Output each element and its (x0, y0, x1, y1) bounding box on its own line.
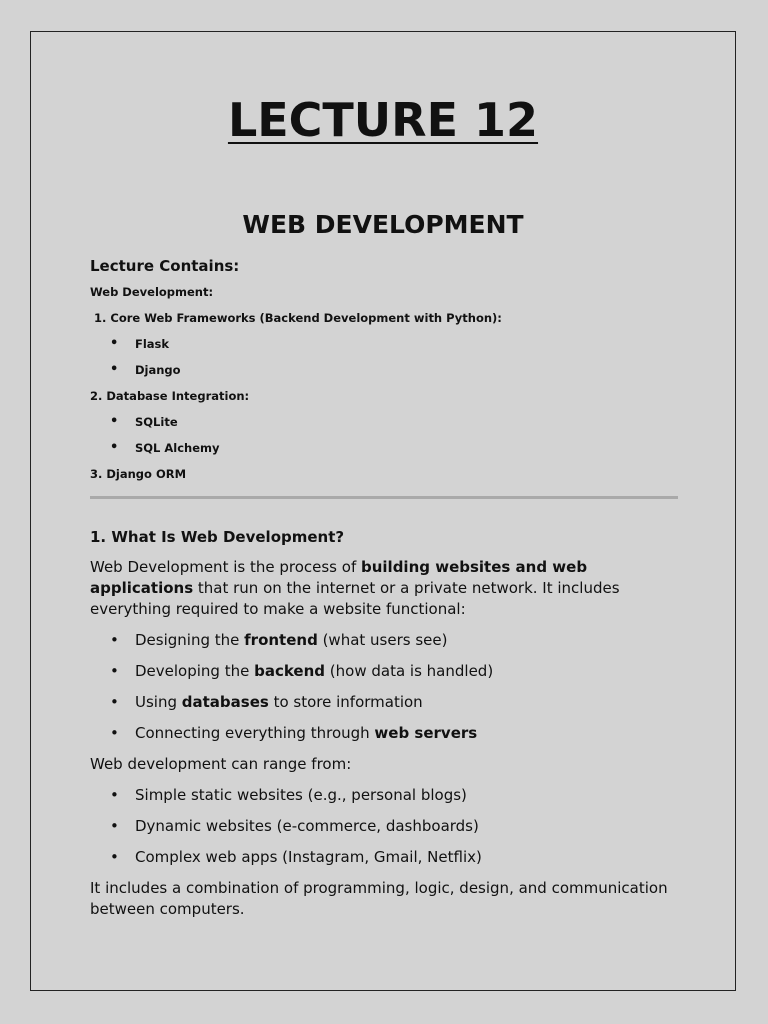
contents-bullet-sqlite: • SQLite (90, 412, 680, 438)
contents-bullet-sqlalchemy: • SQL Alchemy (90, 438, 680, 464)
lecture-title: LECTURE 12 (227, 93, 539, 147)
section-heading: 1. What Is Web Development? (90, 528, 345, 546)
document-content (90, 256, 680, 920)
document-page (30, 31, 736, 991)
closing-paragraph: It includes a combination of programming, logic, design, and communication between computers. (90, 879, 668, 918)
list-item: • Connecting everything through web servers (90, 723, 680, 744)
list-item: • Using databases to store information (90, 692, 680, 713)
lecture-subtitle: WEB DEVELOPMENT (242, 210, 524, 239)
intro-paragraph: Web Development is the process of building websites and web applications that run on the internet or a private network. It includes everything required to make a website functional: (90, 558, 620, 618)
contents-bullet-flask: • Flask (90, 334, 680, 360)
list-item: • Designing the frontend (what users see) (90, 630, 680, 651)
scope-list (90, 630, 680, 744)
contents-bullet-django: • Django (90, 360, 680, 386)
range-list (90, 785, 680, 868)
section-divider (90, 496, 678, 499)
contents-intro: Web Development: (90, 285, 214, 299)
contents-heading: Lecture Contains: (90, 257, 240, 275)
list-item: • Developing the backend (how data is handled) (90, 661, 680, 682)
contents-item-2: 2. Database Integration: (90, 389, 250, 403)
contents-item-3: 3. Django ORM (90, 467, 187, 481)
contents-item-1: 1. Core Web Frameworks (Backend Development with Python): (94, 311, 502, 325)
list-item: • Complex web apps (Instagram, Gmail, Netflix) (90, 847, 680, 868)
range-intro: Web development can range from: (90, 755, 352, 773)
list-item: • Dynamic websites (e-commerce, dashboards) (90, 816, 680, 837)
intro-bold-phrase: building websites and web applications (90, 558, 588, 597)
list-item: • Simple static websites (e.g., personal blogs) (90, 785, 680, 806)
